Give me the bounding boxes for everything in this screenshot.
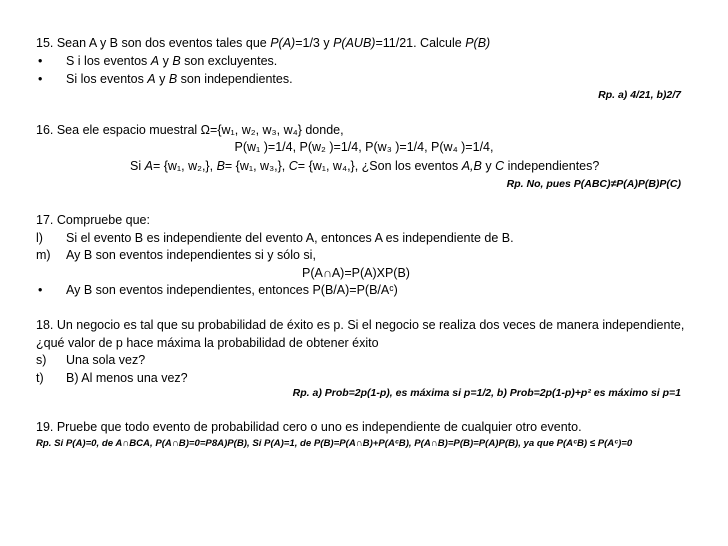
item-marker: t) xyxy=(36,371,44,385)
item-marker: l) xyxy=(36,231,43,245)
problem-15-statement xyxy=(36,36,490,51)
text: A xyxy=(144,159,153,173)
text: y xyxy=(155,72,169,86)
bullet: • xyxy=(38,54,43,68)
problem-17-formula: P(A∩A)=P(A)XP(B) xyxy=(302,266,410,280)
problem-16-probabilities: P(w₁ )=1/4, P(w₂ )=1/4, P(w₃ )=1/4, P(w₄ )=1/4, xyxy=(234,140,494,154)
text: 15. Sean A y B son dos eventos tales que xyxy=(36,36,271,50)
bullet: • xyxy=(38,283,43,297)
problem-18-item-s: Una sola vez? xyxy=(66,353,146,367)
text: =11/21. Calcule xyxy=(375,36,466,50)
text: independientes? xyxy=(504,159,600,173)
problem-18-item-t: B) Al menos una vez? xyxy=(66,371,188,385)
text: y xyxy=(159,54,173,68)
problem-15-item-1 xyxy=(66,54,277,69)
text: Si los eventos xyxy=(66,72,148,86)
item-marker: m) xyxy=(36,248,51,262)
problem-15-item-2 xyxy=(66,72,293,87)
text: = {w₁, w₄,}, ¿Son los eventos xyxy=(297,159,462,173)
text: =1/3 y xyxy=(295,36,334,50)
problem-18-statement-2: ¿qué valor de p hace máxima la probabilidad de obtener éxito xyxy=(36,336,379,350)
text: B xyxy=(216,159,225,173)
text: A xyxy=(150,54,160,68)
text: C xyxy=(495,159,505,173)
problem-15-answer: Rp. a) 4/21, b)2/7 xyxy=(598,89,681,101)
text: A xyxy=(147,72,156,86)
problem-19-statement: 19. Pruebe que todo evento de probabilidad cero o uno es independiente de cualquier otro evento. xyxy=(36,420,582,434)
problem-17-item-l: Si el evento B es independiente del evento A, entonces A es independiente de B. xyxy=(66,231,514,245)
problem-16-statement: 16. Sea ele espacio muestral Ω={w₁, w₂, w₃, w₄} donde, xyxy=(36,123,344,137)
item-marker: s) xyxy=(36,353,47,367)
problem-18-statement-1: 18. Un negocio es tal que su probabilidad de éxito es p. Si el negocio se realiza dos veces de manera independiente, xyxy=(36,318,685,332)
problem-16-question xyxy=(130,159,599,174)
text: = {w₁, w₃,}, xyxy=(224,159,289,173)
problem-17-statement: 17. Compruebe que: xyxy=(36,213,150,227)
text: A,B xyxy=(461,159,482,173)
text: Si xyxy=(130,159,145,173)
text: = {w₁, w₂,}, xyxy=(152,159,217,173)
problem-18-answer: Rp. a) Prob=2p(1-p), es máxima si p=1/2, b) Prob=2p(1-p)+p² es máximo si p=1 xyxy=(292,387,681,399)
problem-16-answer: Rp. No, pues P(ABC)≠P(A)P(B)P(C) xyxy=(506,178,681,190)
text: y xyxy=(481,159,496,173)
text: B xyxy=(172,54,181,68)
text: son excluyentes. xyxy=(180,54,278,68)
text: P(AUB) xyxy=(333,36,376,50)
text: son independientes. xyxy=(177,72,293,86)
text: C xyxy=(288,159,298,173)
text: B xyxy=(168,72,178,86)
bullet: • xyxy=(38,72,43,86)
text: P(B) xyxy=(465,36,491,50)
problem-17-item-bullet: Ay B son eventos independientes, entonces P(B/A)=P(B/Aᶜ) xyxy=(66,283,398,297)
text: S i los eventos xyxy=(66,54,151,68)
problem-19-answer: Rp. Si P(A)=0, de A∩BCA, P(A∩B)=0=P8A)P(B), Si P(A)=1, de P(B)=P(A∩B)+P(AᶜB), P(A∩B)=P(B)=P(A)P(B), ya que P(AᶜB) ≤ P(Aᶜ)=0 xyxy=(36,438,633,449)
problem-17-item-m: Ay B son eventos independientes si y sólo si, xyxy=(66,248,316,262)
text: P(A) xyxy=(270,36,296,50)
